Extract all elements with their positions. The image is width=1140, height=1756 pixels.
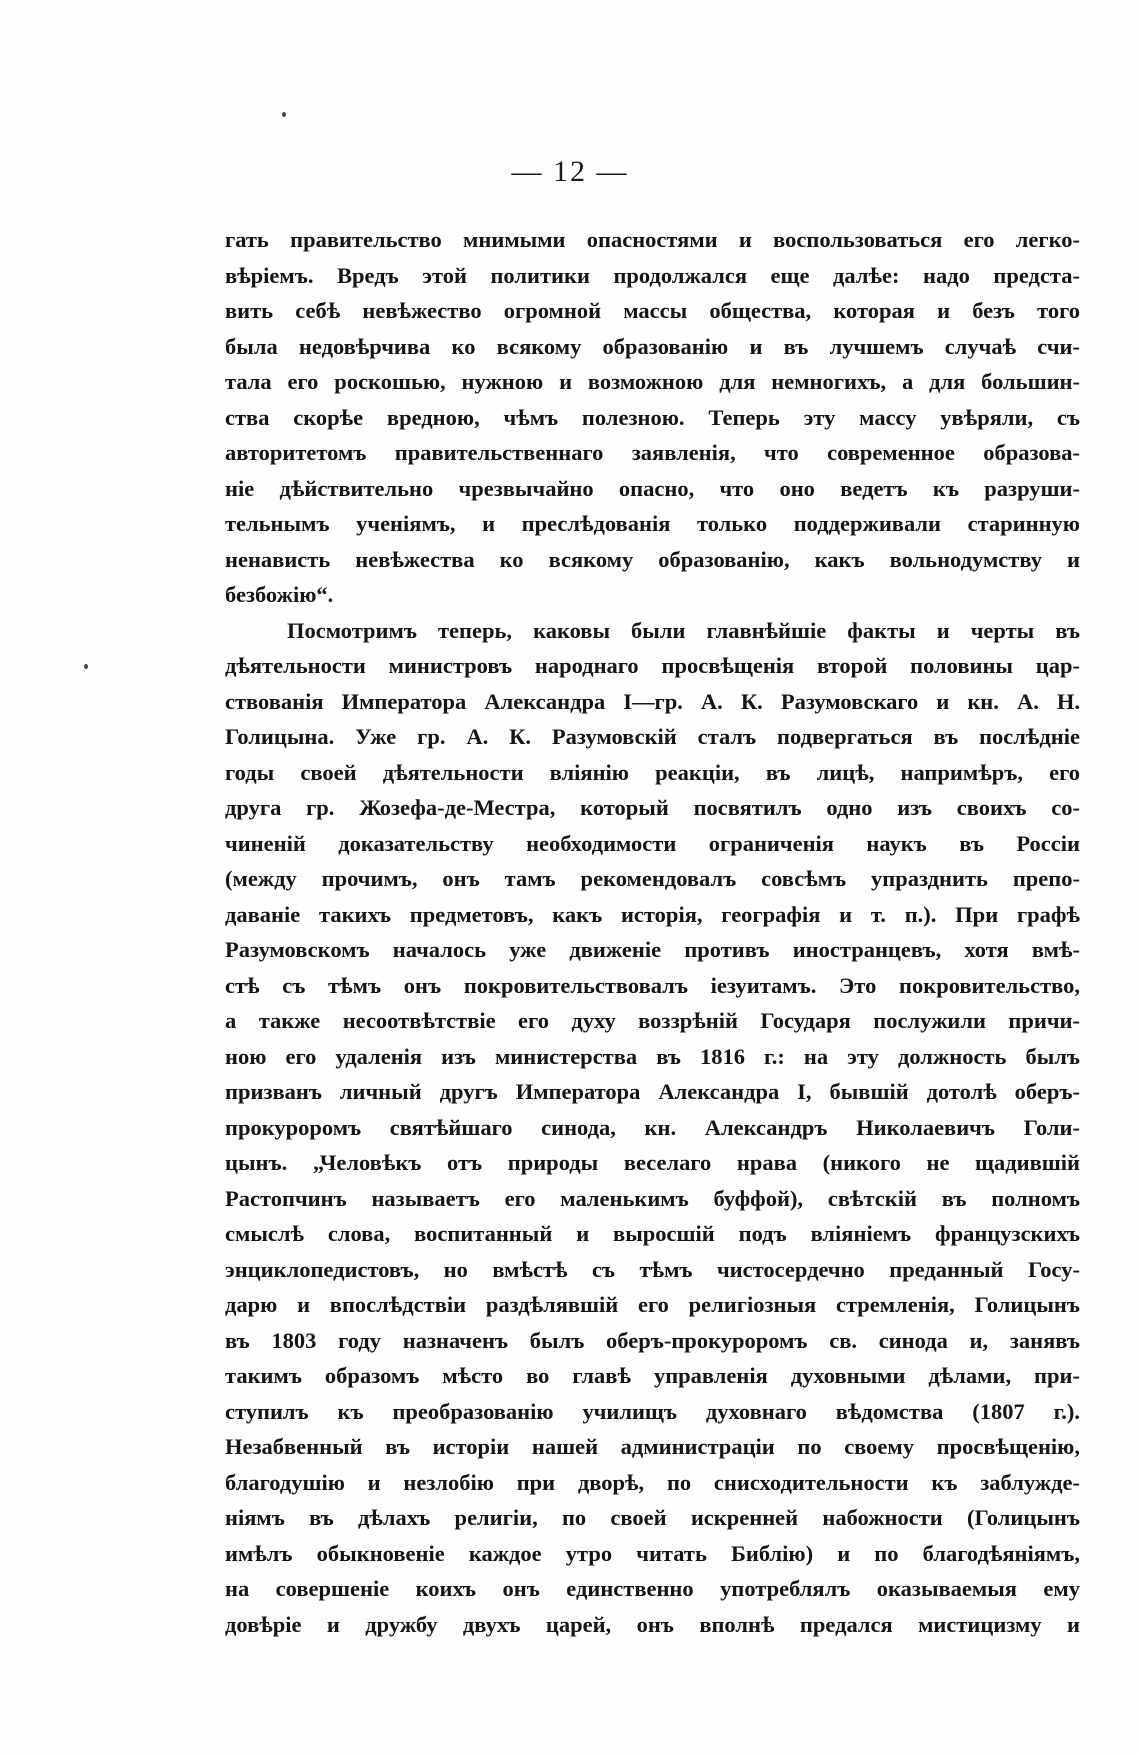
text-line: ства скорѣе вредною, чѣмъ полезною. Теперь эту массу увѣряли, съ	[225, 404, 1080, 430]
text-line: была недовѣрчива ко всякому образованію и въ лучшемъ случаѣ счи-	[225, 333, 1080, 359]
text-line: Растопчинъ называетъ его маленькимъ буффой), свѣтскій въ полномъ	[225, 1185, 1080, 1211]
text-line: (между прочимъ, онъ тамъ рекомендовалъ совсѣмъ упразднить препо-	[225, 866, 1080, 891]
text-line: ступилъ къ преобразованію училищъ духовнаго вѣдомства (1807 г.).	[225, 1398, 1080, 1424]
text-line: Голицына. Уже гр. А. К. Разумовскій сталъ подвергаться въ послѣдніе	[225, 724, 1080, 749]
text-line: годы своей дѣятельности вліянію реакціи, въ лицѣ, напримѣръ, его	[225, 759, 1080, 785]
text-line: прокуроромъ святѣйшаго синода, кн. Александръ Николаевичъ Голи-	[225, 1114, 1080, 1140]
text-line: а также несоотвѣтствіе его духу воззрѣній Государя послужили причи-	[225, 1008, 1080, 1033]
text-line: дѣятельности министровъ народнаго просвѣщенія второй половины цар-	[225, 653, 1080, 678]
text-line: ствованія Императора Александра I—гр. А. К. Разумовскаго и кн. А. Н.	[225, 688, 1080, 714]
paragraph-2	[225, 613, 1080, 1643]
text-line: энциклопедистовъ, но вмѣстѣ съ тѣмъ чистосердечно преданный Госу-	[225, 1256, 1080, 1282]
text-line: ніямъ въ дѣлахъ религіи, по своей искренней набожности (Голицынъ	[225, 1505, 1080, 1530]
text-line: стѣ съ тѣмъ онъ покровительствовалъ іезуитамъ. Это покровительство,	[225, 972, 1080, 998]
text-line: довѣріе и дружбу двухъ царей, онъ вполнѣ предался мистицизму и	[225, 1611, 1080, 1637]
text-line: призванъ личный другъ Императора Александра I, бывшій дотолѣ оберъ-	[225, 1079, 1080, 1104]
text-line: гать правительство мнимыми опасностями и воспользоваться его легко-	[225, 227, 1080, 252]
page-number: — 12 —	[511, 155, 629, 188]
text-line: на совершеніе коихъ онъ единственно употреблялъ оказываемыя ему	[225, 1576, 1080, 1601]
text-line: Разумовскомъ началось уже движеніе противъ иностранцевъ, хотя вмѣ-	[225, 937, 1080, 962]
print-speck	[282, 112, 286, 117]
body-text	[225, 222, 1080, 1642]
print-speck	[84, 664, 88, 669]
text-line: Незабвенный въ исторіи нашей администраціи по своему просвѣщенію,	[225, 1434, 1080, 1459]
text-line: тала его роскошью, нужною и возможною для немногихъ, а для большин-	[225, 369, 1080, 394]
text-line: Посмотримъ теперь, каковы были главнѣйшіе факты и черты въ	[287, 617, 1080, 643]
text-line: цынъ. „Человѣкъ отъ природы веселаго нрава (никого не щадившій	[225, 1150, 1080, 1175]
text-line: дарю и впослѣдствіи раздѣлявшій его религіозныя стремленія, Голицынъ	[225, 1292, 1080, 1317]
text-line: въ 1803 году назначенъ былъ оберъ-прокуроромъ св. синода и, занявъ	[225, 1327, 1080, 1353]
text-line: даваніе такихъ предметовъ, какъ исторія, географія и т. п.). При графѣ	[225, 901, 1080, 927]
text-line: имѣлъ обыкновеніе каждое утро читать Библію) и по благодѣяніямъ,	[225, 1540, 1080, 1566]
text-line: тельнымъ ученіямъ, и преслѣдованія только поддерживали старинную	[225, 511, 1080, 536]
text-line: авторитетомъ правительственнаго заявленія, что современное образова-	[225, 440, 1080, 465]
text-line: такимъ образомъ мѣсто во главѣ управленія духовными дѣлами, при-	[225, 1363, 1080, 1388]
text-line: безбожію“.	[225, 582, 334, 607]
text-line: смыслѣ слова, воспитанный и выросшій подъ вліяніемъ французскихъ	[225, 1221, 1080, 1246]
text-line: вить себѣ невѣжество огромной массы общества, которая и безъ того	[225, 298, 1080, 323]
text-line: ненависть невѣжества ко всякому образованію, какъ вольнодумству и	[225, 546, 1080, 572]
paragraph-1	[225, 222, 1080, 613]
text-line: чиненій доказательству необходимости ограниченія наукъ въ Россіи	[225, 830, 1080, 856]
text-line: друга гр. Жозефа-де-Местра, который посвятилъ одно изъ своихъ со-	[225, 795, 1080, 820]
text-line: благодушію и незлобію при дворѣ, по снисходительности къ заблужде-	[225, 1469, 1080, 1495]
text-line: ною его удаленія изъ министерства въ 1816 г.: на эту должность былъ	[225, 1043, 1080, 1069]
text-line: ніе дѣйствительно чрезвычайно опасно, что оно ведетъ къ разруши-	[225, 475, 1080, 501]
text-line: вѣріемъ. Вредъ этой политики продолжался еще далѣе: надо предста-	[225, 262, 1080, 288]
